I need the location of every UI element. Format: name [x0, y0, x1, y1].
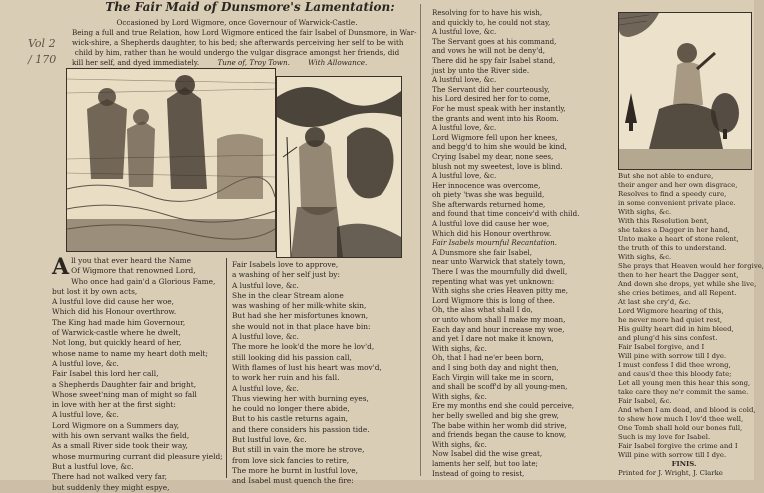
verse-line: A lustful love, &c. [52, 410, 119, 420]
finis-label: FINIS. [671, 460, 697, 468]
verse-line: With sighs, &c. [618, 208, 672, 216]
verse-column-3 [432, 8, 612, 480]
verse-line: repenting what was yet unknown: [432, 276, 555, 286]
verse-line: Each day and hour increase my woe, [432, 324, 565, 334]
verse-line: was washing of her milk-white skin, [232, 301, 367, 311]
verse-line: Ere my months end she could perceive, [432, 401, 575, 411]
verse-line: As a small River side took their way, [52, 441, 188, 451]
verse-line: Each Virgin will take me in scorn, [432, 372, 554, 382]
verse-line: Let all young men this hear this song, [618, 379, 751, 387]
woodcut-woman-scene-image [277, 77, 401, 257]
verse-line: Who once had gain'd a Glorious Fame, [71, 276, 216, 286]
verse-line: And down she drops, yet while she live, [618, 280, 757, 288]
verse-line: to shew how much I lov'd thee well, [618, 415, 744, 423]
verse-line: to work her ruin and his fall. [232, 373, 340, 383]
verse-line: The Servant goes at his command, [432, 36, 557, 46]
verse-line: he could no longer there abide, [232, 404, 350, 414]
verse-line: Fair Isabels love to approve, [232, 260, 339, 269]
verse-line: then to her heart the Dagger sent, [618, 271, 739, 279]
verse-line: One Tomb shall hold our bones full, [618, 424, 743, 432]
woodcut-river-scene-image [67, 69, 275, 251]
intro-line: Being a full and true Relation, how Lord Wigmore enticed the fair Isabel of Dunsmore, in War- [72, 28, 417, 37]
verse-line: but suddenly they might espye, [52, 482, 170, 492]
verse-line: Her innocence was overcome, [432, 180, 541, 190]
verse-line: oh piety 'twas she was beguild, [432, 190, 545, 200]
verse-line: Of Wigmore that renowned Lord, [71, 266, 196, 276]
verse-line: A lustful love did cause her woe, [432, 219, 550, 229]
verse-line: of Warwick-castle where he dwelt, [52, 328, 181, 338]
verse-line: Unto make a heart of stone relent, [618, 235, 739, 243]
verse-line: A lustful love, &c. [232, 280, 299, 290]
verse-line: Oh, the alas what shall I do, [432, 305, 533, 315]
verse-line: But had she her misfortunes known, [232, 311, 369, 321]
verse-line: in love with her at the first sight: [52, 400, 176, 410]
drop-cap: A [52, 254, 70, 280]
verse-line: she would not in that place have bin: [232, 321, 371, 331]
verse-column-4 [618, 172, 764, 478]
verse-line: still looking did his passion call, [232, 352, 352, 362]
verse-line: With sighs, &c. [432, 391, 487, 401]
verse-column-1 [52, 254, 223, 492]
verse-column-2 [232, 260, 402, 486]
intro-block [72, 18, 417, 68]
verse-line: laments her self, but too late; [432, 458, 538, 468]
verse-line: Fair Isabel, &c. [618, 397, 672, 405]
verse-line: from love sick fancies to retire, [232, 455, 350, 465]
verse-line: Resolves to find a speedy cure, [618, 190, 727, 198]
license-label: With Allowance. [308, 58, 368, 67]
intro-last-line: kill her self, and dyed immediately. [72, 58, 200, 67]
section-heading: Fair Isabels mournful Recantation. [432, 238, 558, 248]
verse-line: her belly swelled and big she grew, [432, 410, 559, 420]
verse-line: and there considers his passion tide. [232, 424, 370, 434]
verse-line: Whose sweet'ning man of might so fall [52, 389, 197, 399]
verse-text: ll you that ever heard the Name [71, 256, 192, 265]
verse-line: Now Isabel did the wise great, [432, 449, 543, 459]
verse-line: she cries betimes, and all Repent. [618, 289, 737, 297]
verse-line: But she not able to endure, [618, 172, 714, 180]
woodcut-woman-scene [276, 76, 402, 258]
verse-line: The King had made him Governour, [52, 317, 186, 327]
verse-line: a washing of her self just by: [232, 270, 340, 280]
verse-line: Instead of going to resist, [432, 468, 525, 478]
verse-line: the grants and went into his Room. [432, 113, 559, 123]
verse-line: the truth of this to understand. [618, 244, 727, 252]
verse-line: With flames of lust his heart was mov'd, [232, 362, 382, 372]
verse-line: Lord Wigmore fell upon her knees, [432, 132, 558, 142]
verse-line: With sighs, &c. [432, 343, 487, 353]
verse-line: But a lustful love, &c. [52, 461, 134, 471]
intro-line [72, 58, 402, 68]
verse-line: Thus viewing her with burning eyes, [232, 393, 369, 403]
verse-line: and shall be scoff'd by all young-men, [432, 382, 568, 392]
verse-line: a Shepherds Daughter fair and bright, [52, 379, 197, 389]
verse-line: Lord Wigmore on a Summers day, [52, 420, 180, 430]
verse-line: She afterwards returned home, [432, 199, 546, 209]
verse-line: just by unto the River side. [432, 65, 530, 75]
verse-line: With sighs, &c. [432, 439, 487, 449]
verse-line: whose murmuring currant did pleasure yield; [52, 451, 223, 461]
verse-line: A lustful love, &c. [232, 383, 299, 393]
verse-line: The more he look'd the more he lov'd, [232, 342, 375, 352]
verse-line: take care they ne'r commit the same. [618, 388, 749, 396]
verse-line: A lustful love, &c. [432, 75, 497, 85]
verse-line: near unto Warwick that stately town, [432, 257, 566, 267]
verse-line: Fair Isabel forgive the crime and I [618, 442, 738, 450]
verse-line: but lost it by own acts, [52, 286, 138, 296]
verse-line: A Dunsmore she fair Isabel, [432, 247, 533, 257]
page-divider [420, 4, 421, 476]
verse-line: his Lord desired her for to come, [432, 94, 551, 104]
verse-line: With sighs, &c. [618, 253, 672, 261]
verse-line: A lustful love, &c. [432, 171, 497, 181]
verse-line: and plung'd his sins confest. [618, 334, 718, 342]
verse-line: and caus'd thee this bloody fate; [618, 370, 732, 378]
verse-line: Lord Wigmore this is long of thee. [432, 295, 555, 305]
verse-line: or unto whom shall I make my moan, [432, 315, 566, 324]
verse-line: The babe within her womb did strive, [432, 420, 567, 430]
verse-line: The more he burnt in lustful love, [232, 465, 358, 475]
woodcut-river-scene [66, 68, 276, 252]
verse-line: and quickly to, he could not stay, [432, 17, 551, 27]
verse-line: and friends began the cause to know, [432, 430, 567, 440]
page-title: The Fair Maid of Dunsmore's Lamentation: [105, 0, 395, 14]
verse-line: Oh, that I had ne'er been born, [432, 353, 544, 363]
verse-line: Will pine with sorrow till I dye. [618, 451, 727, 459]
intro-line: wick-shire, a Shepherds daughter, to his bed; she afterwards perceiving her self to be with [72, 38, 404, 47]
verse-line: At last she cry'd, &c. [618, 298, 691, 306]
verse-line: The Servant did her courteously, [432, 84, 550, 94]
verse-line: A lustful love, &c. [432, 27, 497, 37]
intro-line: Occasioned by Lord Wigmore, once Governour of Warwick-Castle. [116, 18, 358, 27]
verse-line: blush not my sweetest, love is blind. [432, 161, 563, 171]
verse-line: Crying Isabel my dear, none sees, [432, 151, 554, 161]
verse-line: Which did his Honour overthrow. [52, 307, 177, 317]
verse-line: their anger and her own disgrace, [618, 181, 738, 189]
tune-label: Tune of, Troy Town. [217, 58, 290, 67]
verse-line: She in the clear Stream alone [232, 290, 344, 300]
verse-line: And when I am dead, and blood is cold, [618, 406, 756, 414]
verse-line: Fair Isabel forgive, and I [618, 343, 705, 351]
verse-line: with his own servant walks the field, [52, 431, 190, 441]
verse-line: whose name to name my heart doth melt; [52, 348, 209, 358]
verse-line: A lustful love, &c. [232, 332, 299, 342]
verse-line: A lustful love, &c. [52, 358, 119, 368]
verse-line: With sighs she cries Heaven pitty me, [432, 286, 569, 296]
verse-line: Will pine with sorrow till I dye. [618, 352, 727, 360]
verse-line: Lord Wigmore hearing of this, [618, 307, 724, 315]
verse-line: and begg'd to him she would be kind, [432, 142, 567, 152]
verse-line: and vows he will not be deny'd, [432, 46, 545, 56]
verse-line: But still in vain the more he strove, [232, 445, 365, 455]
verse-line: She prays that Heaven would her forgive, [618, 262, 764, 270]
verse-line: There I was the mournfully did dwell, [432, 267, 568, 277]
verse-line: There had not walked very far, [52, 472, 167, 482]
column-divider [226, 258, 227, 478]
woodcut-seated-woman-image [619, 13, 751, 169]
verse-line: But to his castle returns again, [232, 414, 349, 424]
intro-line: child by him, rather than he would undergo the vulgar disgrace amongst her friends, did [74, 48, 400, 57]
woodcut-seated-woman [618, 12, 752, 170]
verse-line: There did he spy fair Isabel stand, [432, 55, 556, 65]
verse-line: Fair Isabel this lord her call, [52, 369, 159, 379]
verse-line: Which did his Honour overthrow. [432, 228, 552, 238]
verse-line: His guilty heart did in him bleed, [618, 325, 734, 333]
verse-line: Resolving for to have his wish, [432, 8, 543, 17]
verse-line: Such is my love for Isabel. [618, 433, 711, 441]
printer-imprint: Printed for J. Wright, J. Clarke [618, 469, 723, 477]
verse-line: and found that time conceiv'd with child. [432, 209, 580, 219]
verse-line: I must confess I did thee wrong, [618, 361, 731, 369]
verse-line: For he must speak with her instantly, [432, 103, 566, 113]
verse-line: Not long, but quickly heard of her, [52, 338, 182, 348]
verse-line: he never more had quiet rest, [618, 316, 723, 324]
verse-line: But lustful love, &c. [232, 435, 307, 445]
verse-line: With this Resolution bent, [618, 217, 709, 225]
verse-line: and Isabel must quench the fire: [232, 476, 354, 486]
verse-line: A lustful love did cause her woe, [52, 297, 175, 307]
verse-line: she takes a Dagger in her hand, [618, 226, 730, 234]
verse-line: A lustful love, &c. [432, 123, 497, 133]
verse-line: in some convenient private place. [618, 199, 736, 207]
handwritten-note: Vol 2 / 170 [28, 37, 57, 66]
verse-line: and yet I dare not make it known, [432, 334, 554, 344]
verse-line: and I sing both day and night then, [432, 362, 559, 372]
